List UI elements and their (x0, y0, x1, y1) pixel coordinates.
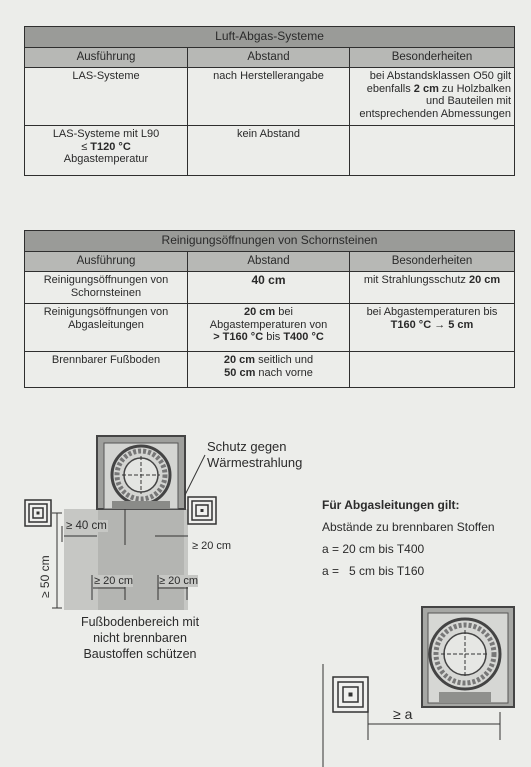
chimney-icon (97, 436, 185, 509)
column-header-abstand: Abstand (188, 47, 350, 67)
cell-abstand: 20 cm bei Abgastemperaturen von > T160 °C bis T400 °C (188, 304, 350, 352)
protection-label (207, 439, 302, 471)
exhaust-chimney-icon (422, 607, 514, 707)
dimension-20-right-label: ≥ 20 cm (192, 540, 232, 552)
cell-ausfuehrung: Reinigungsöffnungen von Abgasleitungen (25, 304, 188, 352)
column-header-ausfuehrung: Ausführung (25, 47, 188, 67)
protection-label-line: Wärmestrahlung (207, 455, 303, 470)
info-block (322, 494, 495, 582)
dimension-40-label: ≥ 40 cm (66, 520, 107, 532)
dimension-20-left-label: ≥ 20 cm (94, 575, 134, 587)
wood-beam-right-icon (188, 497, 216, 524)
floor-label-line: Fußbodenbereich mit (80, 615, 200, 629)
cell-besonderheiten: mit Strahlungsschutz 20 cm (350, 272, 515, 304)
wood-beam-lower-icon (333, 677, 368, 712)
column-header-besonderheiten: Besonderheiten (350, 47, 515, 67)
dimension-a-label: ≥ a (393, 706, 413, 722)
wood-beam-left-icon (25, 500, 51, 526)
column-header-besonderheiten: Besonderheiten (350, 251, 515, 271)
cell-ausfuehrung: LAS-Systeme mit L90 ≤ T120 °C Abgastemperatur (25, 126, 188, 176)
dimension-50-label: ≥ 50 cm (38, 555, 52, 598)
column-header-abstand: Abstand (188, 251, 350, 271)
info-line: Abstände zu brennbaren Stoffen (322, 520, 495, 534)
dimension-20-mid-label: ≥ 20 cm (159, 575, 199, 587)
protection-label-line: Schutz gegen (207, 439, 287, 454)
floor-protection-label (60, 614, 220, 662)
floor-label-line: nicht brennbaren (93, 631, 187, 645)
protection-leader-line (185, 455, 205, 495)
cell-abstand: nach Herstellerangabe (188, 68, 350, 126)
table-title: Reinigungsöffnungen von Schornsteinen (25, 231, 515, 252)
column-header-ausfuehrung: Ausführung (25, 251, 188, 271)
info-line: a = 20 cm bis T400 (322, 542, 425, 556)
cell-besonderheiten: bei Abstandsklassen O50 gilt ebenfalls 2 cm zu Holzbalken und Bauteilen mit entsprechenden Abmessungen (350, 68, 515, 126)
info-line: a = 5 cm bis T160 (322, 564, 425, 578)
cell-ausfuehrung: LAS-Systeme (25, 68, 188, 126)
floor-label-line: Baustoffen schützen (83, 647, 197, 661)
info-heading: Für Abgasleitungen gilt: (322, 498, 460, 512)
cell-ausfuehrung: Brennbarer Fußboden (25, 352, 188, 388)
cell-abstand: 20 cm seitlich und 50 cm nach vorne (188, 352, 350, 388)
cell-ausfuehrung: Reinigungsöffnungen von Schornsteinen (25, 272, 188, 304)
cell-abstand: 40 cm (188, 272, 350, 304)
cell-abstand: kein Abstand (188, 126, 350, 176)
cell-besonderheiten: bei Abgastemperaturen bis T160 °C → 5 cm (350, 304, 515, 352)
table-title: Luft-Abgas-Systeme (25, 27, 515, 48)
